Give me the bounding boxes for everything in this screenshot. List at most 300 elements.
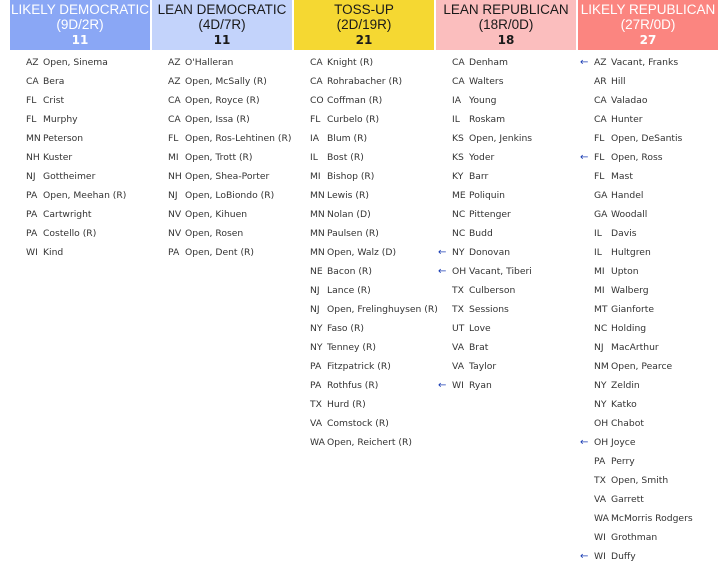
state-code: CA: [310, 57, 323, 68]
race-row: [152, 53, 292, 72]
state-code: IL: [452, 114, 460, 125]
race-list: [578, 50, 718, 566]
state-code: AZ: [594, 57, 607, 68]
column-lean-republican: [436, 0, 576, 395]
race-row: [294, 186, 434, 205]
state-code: VA: [310, 418, 322, 429]
state-code: NY: [310, 323, 323, 334]
race-row: [152, 243, 292, 262]
incumbent-name: Open, Dent (R): [185, 247, 255, 258]
incumbent-name: Bacon (R): [327, 266, 372, 277]
state-code: NH: [168, 171, 182, 182]
race-row: [10, 205, 150, 224]
incumbent-name: Blum (R): [327, 133, 368, 144]
state-code: FL: [310, 114, 321, 125]
incumbent-name: Roskam: [469, 114, 506, 125]
incumbent-name: Grothman: [611, 532, 658, 543]
header-title: LEAN REPUBLICAN: [443, 2, 569, 17]
race-row: [578, 528, 718, 547]
race-row: [294, 395, 434, 414]
incumbent-name: Open, Royce (R): [185, 95, 260, 106]
incumbent-name: Chabot: [611, 418, 644, 429]
left-arrow-icon: ←: [580, 57, 589, 68]
race-row: [294, 53, 434, 72]
race-row: [294, 110, 434, 129]
state-code: TX: [452, 285, 464, 296]
header-split: (27R/0D): [620, 17, 676, 32]
race-row: [578, 167, 718, 186]
column-toss-up: [294, 0, 438, 452]
incumbent-name: Open, Pearce: [611, 361, 673, 372]
incumbent-name: Coffman (R): [327, 95, 383, 106]
incumbent-name: Poliquin: [469, 190, 505, 201]
race-row: [10, 91, 150, 110]
incumbent-name: Lewis (R): [327, 190, 369, 201]
race-list: [152, 50, 292, 262]
incumbent-name: Murphy: [43, 114, 78, 125]
incumbent-name: Joyce: [611, 437, 636, 448]
race-row: [294, 357, 434, 376]
incumbent-name: Open, McSally (R): [185, 76, 267, 87]
state-code: PA: [26, 209, 38, 220]
incumbent-name: Taylor: [469, 361, 497, 372]
incumbent-name: Barr: [469, 171, 489, 182]
race-row: [578, 224, 718, 243]
state-code: NH: [26, 152, 40, 163]
state-code: MN: [310, 247, 325, 258]
state-code: AZ: [168, 76, 181, 87]
state-code: VA: [452, 342, 464, 353]
race-row: [10, 243, 150, 262]
race-row: [578, 186, 718, 205]
state-code: MI: [594, 266, 605, 277]
header-count: 21: [355, 33, 373, 47]
state-code: IL: [310, 152, 318, 163]
incumbent-name: Perry: [611, 456, 635, 467]
race-row: [436, 186, 576, 205]
race-row: [578, 490, 718, 509]
state-code: WI: [594, 551, 606, 562]
state-code: MT: [594, 304, 608, 315]
state-code: VA: [452, 361, 464, 372]
state-code: KS: [452, 133, 464, 144]
incumbent-name: Rothfus (R): [327, 380, 379, 391]
race-row: [152, 148, 292, 167]
race-row: [436, 205, 576, 224]
state-code: FL: [26, 114, 37, 125]
state-code: CA: [452, 57, 465, 68]
incumbent-name: Love: [469, 323, 491, 334]
incumbent-name: Peterson: [43, 133, 84, 144]
state-code: PA: [26, 190, 38, 201]
race-row: [436, 72, 576, 91]
state-code: NJ: [26, 171, 36, 182]
race-row: [436, 148, 576, 167]
state-code: MN: [310, 190, 325, 201]
state-code: FL: [594, 152, 605, 163]
race-row: [152, 129, 292, 148]
incumbent-name: Nolan (D): [327, 209, 371, 220]
incumbent-name: Budd: [469, 228, 493, 239]
race-row: [10, 129, 150, 148]
incumbent-name: Bishop (R): [327, 171, 375, 182]
race-list: [10, 50, 150, 262]
race-row: [578, 319, 718, 338]
incumbent-name: Cartwright: [43, 209, 92, 220]
left-arrow-icon: ←: [580, 551, 589, 562]
header-title: TOSS-UP: [334, 2, 394, 17]
header-title: LIKELY REPUBLICAN: [580, 2, 716, 17]
state-code: CA: [168, 114, 181, 125]
race-row: [578, 262, 718, 281]
incumbent-name: O'Halleran: [185, 57, 234, 68]
incumbent-name: Kuster: [43, 152, 73, 163]
state-code: IA: [310, 133, 319, 144]
header-split: (18R/0D): [478, 17, 534, 32]
column-header: [152, 0, 292, 50]
state-code: FL: [594, 133, 605, 144]
race-row: [10, 53, 150, 72]
state-code: MN: [26, 133, 41, 144]
race-row: [578, 509, 718, 528]
state-code: WI: [452, 380, 464, 391]
incumbent-name: McMorris Rodgers: [611, 513, 693, 524]
incumbent-name: Costello (R): [43, 228, 97, 239]
column-header: [10, 0, 150, 50]
incumbent-name: Kind: [43, 247, 64, 258]
incumbent-name: Walberg: [611, 285, 649, 296]
incumbent-name: Open, Smith: [611, 475, 669, 486]
incumbent-name: Open, LoBiondo (R): [185, 190, 275, 201]
race-row: [578, 72, 718, 91]
state-code: GA: [594, 209, 608, 220]
race-row: [10, 148, 150, 167]
header-count: 11: [71, 33, 89, 47]
race-row: [578, 376, 718, 395]
race-row: [436, 300, 576, 319]
incumbent-name: Denham: [469, 57, 508, 68]
state-code: NC: [594, 323, 608, 334]
incumbent-name: MacArthur: [611, 342, 659, 353]
race-row: [436, 338, 576, 357]
state-code: PA: [310, 361, 322, 372]
incumbent-name: Open, Reichert (R): [327, 437, 412, 448]
incumbent-name: Hurd (R): [327, 399, 366, 410]
race-row: [578, 547, 718, 566]
race-row: [436, 243, 576, 262]
state-code: OH: [452, 266, 467, 277]
state-code: NM: [594, 361, 609, 372]
incumbent-name: Mast: [611, 171, 633, 182]
incumbent-name: Culberson: [469, 285, 516, 296]
column-likely-republican: [578, 0, 718, 566]
state-code: IL: [594, 247, 602, 258]
state-code: AZ: [26, 57, 39, 68]
state-code: CO: [310, 95, 324, 106]
incumbent-name: Open, Walz (D): [327, 247, 397, 258]
incumbent-name: Hill: [611, 76, 626, 87]
race-row: [436, 53, 576, 72]
race-list: [436, 50, 576, 395]
race-row: [578, 471, 718, 490]
race-row: [578, 91, 718, 110]
incumbent-name: Lance (R): [327, 285, 371, 296]
incumbent-name: Vacant, Franks: [611, 57, 679, 68]
incumbent-name: Katko: [611, 399, 637, 410]
race-row: [294, 91, 434, 110]
state-code: WI: [26, 247, 38, 258]
state-code: OH: [594, 418, 609, 429]
header-title: LIKELY DEMOCRATIC: [10, 2, 150, 17]
state-code: GA: [594, 190, 608, 201]
column-likely-democratic: [10, 0, 150, 262]
incumbent-name: Ryan: [469, 380, 492, 391]
left-arrow-icon: ←: [438, 247, 447, 258]
incumbent-name: Open, DeSantis: [611, 133, 683, 144]
race-row: [294, 281, 434, 300]
race-row: [10, 167, 150, 186]
race-row: [10, 186, 150, 205]
race-row: [294, 319, 434, 338]
state-code: PA: [310, 380, 322, 391]
incumbent-name: Paulsen (R): [327, 228, 379, 239]
race-list: [294, 50, 438, 452]
state-code: TX: [310, 399, 322, 410]
race-row: [578, 338, 718, 357]
race-row: [152, 167, 292, 186]
incumbent-name: Upton: [611, 266, 639, 277]
incumbent-name: Open, Frelinghuysen (R): [327, 304, 438, 315]
state-code: CA: [594, 95, 607, 106]
state-code: WI: [594, 532, 606, 543]
state-code: PA: [594, 456, 606, 467]
incumbent-name: Valadao: [611, 95, 648, 106]
state-code: WA: [310, 437, 325, 448]
state-code: NJ: [310, 285, 320, 296]
header-split: (2D/19R): [336, 17, 392, 32]
race-row: [152, 110, 292, 129]
column-header: [578, 0, 718, 50]
race-row: [294, 338, 434, 357]
state-code: MN: [310, 228, 325, 239]
incumbent-name: Bost (R): [327, 152, 364, 163]
incumbent-name: Rohrabacher (R): [327, 76, 403, 87]
header-split: (9D/2R): [56, 17, 104, 32]
race-row: [152, 91, 292, 110]
state-code: OH: [594, 437, 609, 448]
incumbent-name: Handel: [611, 190, 644, 201]
incumbent-name: Curbelo (R): [327, 114, 380, 125]
race-row: [436, 129, 576, 148]
incumbent-name: Davis: [611, 228, 637, 239]
race-row: [578, 433, 718, 452]
incumbent-name: Duffy: [611, 551, 636, 562]
column-header: [436, 0, 576, 50]
incumbent-name: Gianforte: [611, 304, 655, 315]
race-row: [578, 205, 718, 224]
state-code: NJ: [168, 190, 178, 201]
race-row: [436, 376, 576, 395]
state-code: CA: [168, 95, 181, 106]
race-row: [578, 300, 718, 319]
state-code: CA: [310, 76, 323, 87]
state-code: CA: [452, 76, 465, 87]
race-row: [578, 357, 718, 376]
incumbent-name: Young: [469, 95, 497, 106]
incumbent-name: Zeldin: [611, 380, 640, 391]
state-code: VA: [594, 494, 606, 505]
column-lean-democratic: [152, 0, 292, 262]
left-arrow-icon: ←: [438, 266, 447, 277]
race-row: [436, 281, 576, 300]
state-code: UT: [452, 323, 465, 334]
state-code: NJ: [594, 342, 604, 353]
state-code: NC: [452, 209, 466, 220]
incumbent-name: Tenney (R): [327, 342, 376, 353]
state-code: NV: [168, 209, 182, 220]
race-row: [436, 357, 576, 376]
state-code: CA: [26, 76, 39, 87]
race-row: [152, 224, 292, 243]
state-code: NY: [310, 342, 323, 353]
race-row: [294, 129, 434, 148]
state-code: NY: [452, 247, 465, 258]
state-code: AR: [594, 76, 607, 87]
race-row: [578, 129, 718, 148]
race-row: [294, 300, 438, 319]
race-row: [294, 72, 434, 91]
race-row: [436, 110, 576, 129]
state-code: FL: [168, 133, 179, 144]
incumbent-name: Open, Sinema: [43, 57, 108, 68]
state-code: TX: [594, 475, 606, 486]
incumbent-name: Woodall: [611, 209, 648, 220]
race-row: [152, 72, 292, 91]
incumbent-name: Vacant, Tiberi: [469, 266, 532, 277]
incumbent-name: Open, Ross: [611, 152, 663, 163]
race-row: [578, 110, 718, 129]
race-row: [578, 243, 718, 262]
incumbent-name: Holding: [611, 323, 647, 334]
race-row: [294, 414, 434, 433]
state-code: IL: [594, 228, 602, 239]
state-code: NC: [452, 228, 466, 239]
state-code: AZ: [168, 57, 181, 68]
race-row: [10, 110, 150, 129]
incumbent-name: Brat: [469, 342, 489, 353]
incumbent-name: Open, Issa (R): [185, 114, 250, 125]
incumbent-name: Yoder: [469, 152, 495, 163]
incumbent-name: Fitzpatrick (R): [327, 361, 391, 372]
race-row: [294, 167, 434, 186]
incumbent-name: Walters: [469, 76, 504, 87]
state-code: FL: [26, 95, 37, 106]
state-code: NY: [594, 380, 607, 391]
incumbent-name: Comstock (R): [327, 418, 389, 429]
state-code: CA: [594, 114, 607, 125]
incumbent-name: Open, Rosen: [185, 228, 244, 239]
incumbent-name: Gottheimer: [43, 171, 96, 182]
race-row: [294, 205, 434, 224]
incumbent-name: Open, Meehan (R): [43, 190, 127, 201]
race-row: [152, 186, 292, 205]
race-row: [294, 148, 434, 167]
incumbent-name: Hultgren: [611, 247, 651, 258]
header-title: LEAN DEMOCRATIC: [157, 2, 287, 17]
state-code: KY: [452, 171, 464, 182]
race-row: [578, 53, 718, 72]
state-code: TX: [452, 304, 464, 315]
state-code: FL: [594, 171, 605, 182]
header-split: (4D/7R): [198, 17, 246, 32]
race-row: [294, 224, 434, 243]
state-code: NJ: [310, 304, 320, 315]
race-row: [578, 452, 718, 471]
state-code: NV: [168, 228, 182, 239]
incumbent-name: Faso (R): [327, 323, 364, 334]
incumbent-name: Sessions: [469, 304, 509, 315]
race-row: [10, 224, 150, 243]
column-header: [294, 0, 434, 50]
incumbent-name: Donovan: [469, 247, 511, 258]
incumbent-name: Open, Jenkins: [469, 133, 533, 144]
state-code: KS: [452, 152, 464, 163]
header-count: 11: [213, 33, 231, 47]
race-row: [578, 414, 718, 433]
state-code: NY: [594, 399, 607, 410]
state-code: ME: [452, 190, 466, 201]
incumbent-name: Pittenger: [469, 209, 511, 220]
state-code: MN: [310, 209, 325, 220]
header-count: 27: [639, 33, 657, 47]
left-arrow-icon: ←: [580, 437, 589, 448]
race-row: [578, 281, 718, 300]
state-code: IA: [452, 95, 461, 106]
incumbent-name: Knight (R): [327, 57, 374, 68]
state-code: PA: [168, 247, 180, 258]
state-code: MI: [168, 152, 179, 163]
race-row: [578, 148, 718, 167]
incumbent-name: Garrett: [611, 494, 644, 505]
race-row: [436, 319, 576, 338]
left-arrow-icon: ←: [580, 152, 589, 163]
state-code: MI: [310, 171, 321, 182]
incumbent-name: Open, Kihuen: [185, 209, 248, 220]
race-row: [294, 433, 434, 452]
race-row: [436, 262, 576, 281]
left-arrow-icon: ←: [438, 380, 447, 391]
state-code: MI: [594, 285, 605, 296]
race-row: [294, 262, 434, 281]
incumbent-name: Open, Trott (R): [185, 152, 253, 163]
incumbent-name: Bera: [43, 76, 65, 87]
race-row: [578, 395, 718, 414]
race-row: [152, 205, 292, 224]
state-code: WA: [594, 513, 609, 524]
incumbent-name: Crist: [43, 95, 65, 106]
race-row: [10, 72, 150, 91]
header-count: 18: [497, 33, 515, 47]
race-row: [294, 243, 434, 262]
race-row: [436, 91, 576, 110]
race-row: [294, 376, 434, 395]
race-row: [436, 224, 576, 243]
race-row: [436, 167, 576, 186]
incumbent-name: Hunter: [611, 114, 643, 125]
incumbent-name: Open, Ros-Lehtinen (R): [185, 133, 292, 144]
incumbent-name: Open, Shea-Porter: [185, 171, 270, 182]
state-code: NE: [310, 266, 323, 277]
